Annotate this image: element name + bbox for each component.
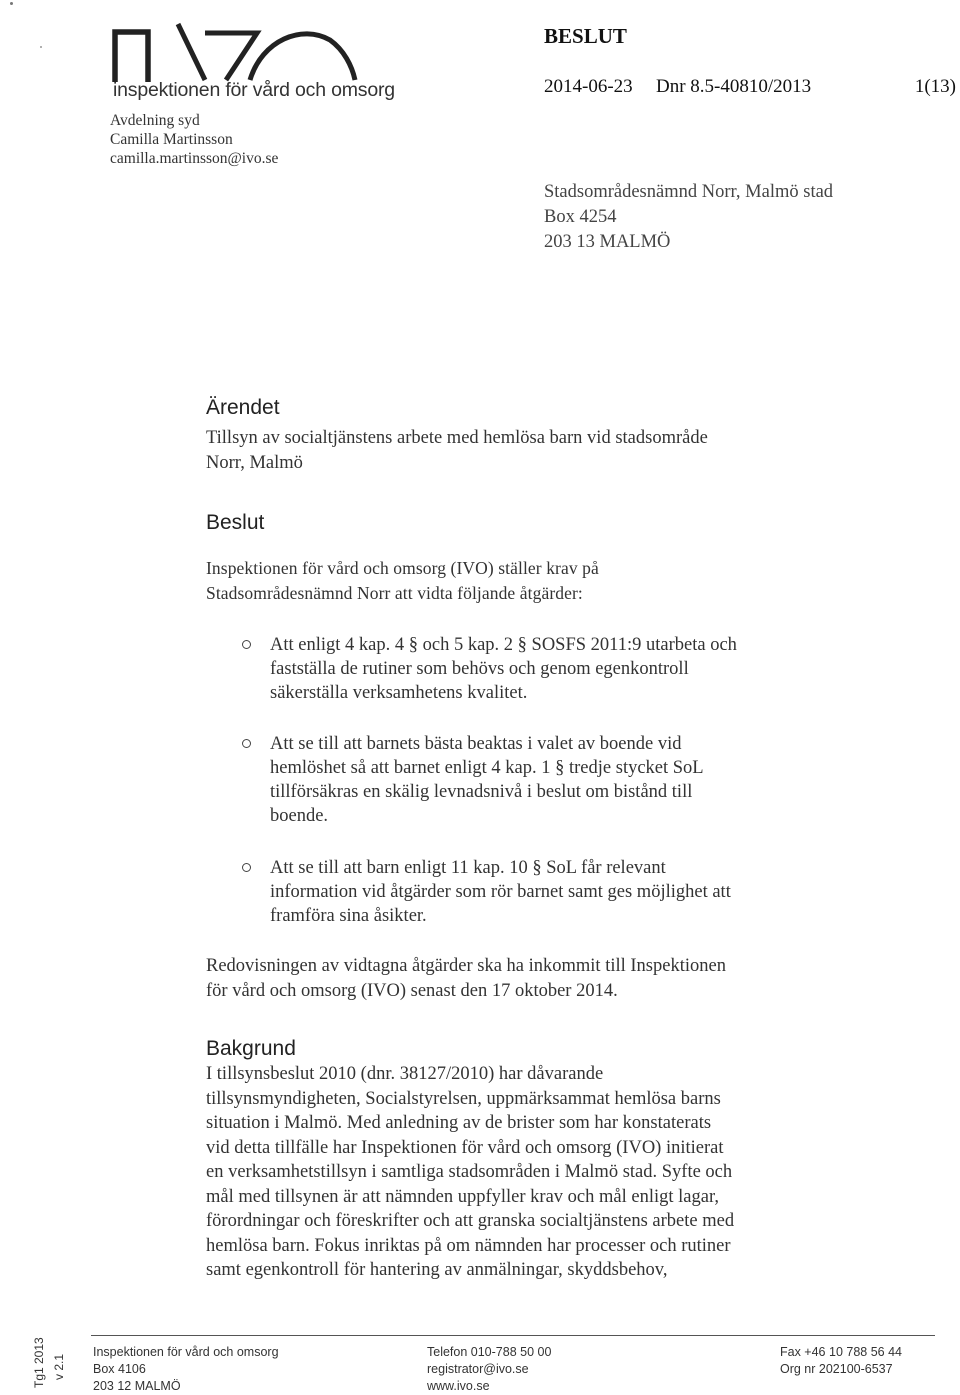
footer-line: 203 12 MALMÖ [93,1379,181,1393]
sender-block [110,111,278,168]
list-item [270,633,830,705]
paragraph-line: samt egenkontroll för hantering av anmälningar, skyddsbehov, [206,1260,668,1280]
paragraph-line: vid detta tillfälle har Inspektionen för vård och omsorg (IVO) initierat [206,1137,724,1158]
footer-address [93,1344,279,1395]
list-item-line: Att se till att barnets bästa beaktas i valet av boende vid [270,734,682,754]
bullet-icon [242,739,251,748]
footer-phone: Telefon 010-788 50 00 [427,1345,552,1359]
sender-department: Avdelning syd [110,112,200,129]
list-item-line: hemlöshet så att barnet enligt 4 kap. 1 § tredje stycket SoL [270,758,704,778]
recipient-line: Stadsområdesnämnd Norr, Malmö stad [544,182,834,202]
paragraph-line: Inspektionen för vård och omsorg (IVO) ställer krav på [206,558,599,578]
ivo-logo-icon [112,20,362,84]
footer-line: Inspektionen för vård och omsorg [93,1345,279,1359]
document-date: 2014-06-23 [544,76,633,97]
sender-name: Camilla Martinsson [110,131,233,148]
list-item [270,856,830,928]
list-item-line: framföra sina åsikter. [270,906,427,926]
arendet-paragraph [206,426,826,475]
footer-fax: Fax +46 10 788 56 44 [780,1345,902,1359]
paragraph-line: en verksamhetstillsyn i samtliga stadsområden i Malmö stad. Syfte och [206,1162,733,1182]
document-type: BESLUT [544,24,627,48]
footer-divider [91,1335,935,1336]
template-version-number: v 2.1 [52,1353,66,1380]
list-item-line: fastställa de rutiner som behövs och genom egenkontroll [270,659,689,679]
beslut-paragraph [206,556,826,605]
section-heading-bakgrund: Bakgrund [206,1037,296,1060]
bullet-icon [242,863,251,872]
sender-email: camilla.martinsson@ivo.se [110,150,279,167]
paragraph-line: förordningar och föreskrifter och att granska socialtjänstens arbete med [206,1211,735,1231]
scan-speck [10,2,13,5]
list-item-line: boende. [270,806,329,826]
section-heading-arendet: Ärendet [206,396,280,419]
paragraph-line: Redovisningen av vidtagna åtgärder ska ha inkommit till Inspektionen [206,956,726,976]
logo-tagline: inspektionen för vård och omsorg [113,79,395,101]
paragraph-line: I tillsynsbeslut 2010 (dnr. 38127/2010) har dåvarande [206,1064,604,1084]
footer-website: www.ivo.se [427,1379,490,1393]
paragraph-line: för vård och omsorg (IVO) senast den 17 oktober 2014. [206,980,618,1001]
list-item-line: Att se till att barn enligt 11 kap. 10 § SoL får relevant [270,858,666,878]
paragraph-line: tillsynsmyndigheten, Socialstyrelsen, uppmärksammat hemlösa barns [206,1088,721,1109]
list-item-line: tillförsäkras en skälig levnadsnivå i beslut om bistånd till [270,782,693,802]
list-item-line: Att enligt 4 kap. 4 § och 5 kap. 2 § SOSFS 2011:9 utarbeta och [270,635,737,655]
template-version-label: Tg1 2013 [32,1337,46,1388]
footer-email: registrator@ivo.se [427,1362,529,1376]
footer-contact [427,1344,551,1395]
recipient-block [544,180,833,255]
paragraph-line: mål med tillsynen är att nämnden uppfyller krav och mål enligt lagar, [206,1186,719,1207]
paragraph-line: hemlösa barn. Fokus inriktas på om nämnden har processer och rutiner [206,1235,731,1256]
bakgrund-paragraph [206,1062,826,1283]
template-version [24,1318,84,1390]
section-heading-beslut: Beslut [206,511,265,534]
footer-org [780,1344,902,1378]
list-item-line: säkerställa verksamhetens kvalitet. [270,683,528,703]
paragraph-line: Tillsyn av socialtjänstens arbete med hemlösa barn vid stadsområde [206,428,708,448]
paragraph-line: situation i Malmö. Med anledning av de brister som har konstaterats [206,1113,712,1133]
page-number: 1(13) [914,76,956,97]
footer-line: Box 4106 [93,1362,146,1376]
recipient-line: 203 13 MALMÖ [544,232,671,252]
footer-org-number: Org nr 202100-6537 [780,1362,893,1376]
document-dnr: Dnr 8.5-40810/2013 [656,76,812,97]
paragraph-line: Norr, Malmö [206,452,303,473]
redovisning-paragraph [206,954,826,1003]
list-item [270,732,830,828]
recipient-line: Box 4254 [544,207,617,227]
paragraph-line: Stadsområdesnämnd Norr att vidta följande åtgärder: [206,582,583,603]
bullet-icon [242,640,251,649]
scan-speck [40,46,42,48]
list-item-line: information vid åtgärder som rör barnet samt ges möjlighet att [270,882,731,902]
